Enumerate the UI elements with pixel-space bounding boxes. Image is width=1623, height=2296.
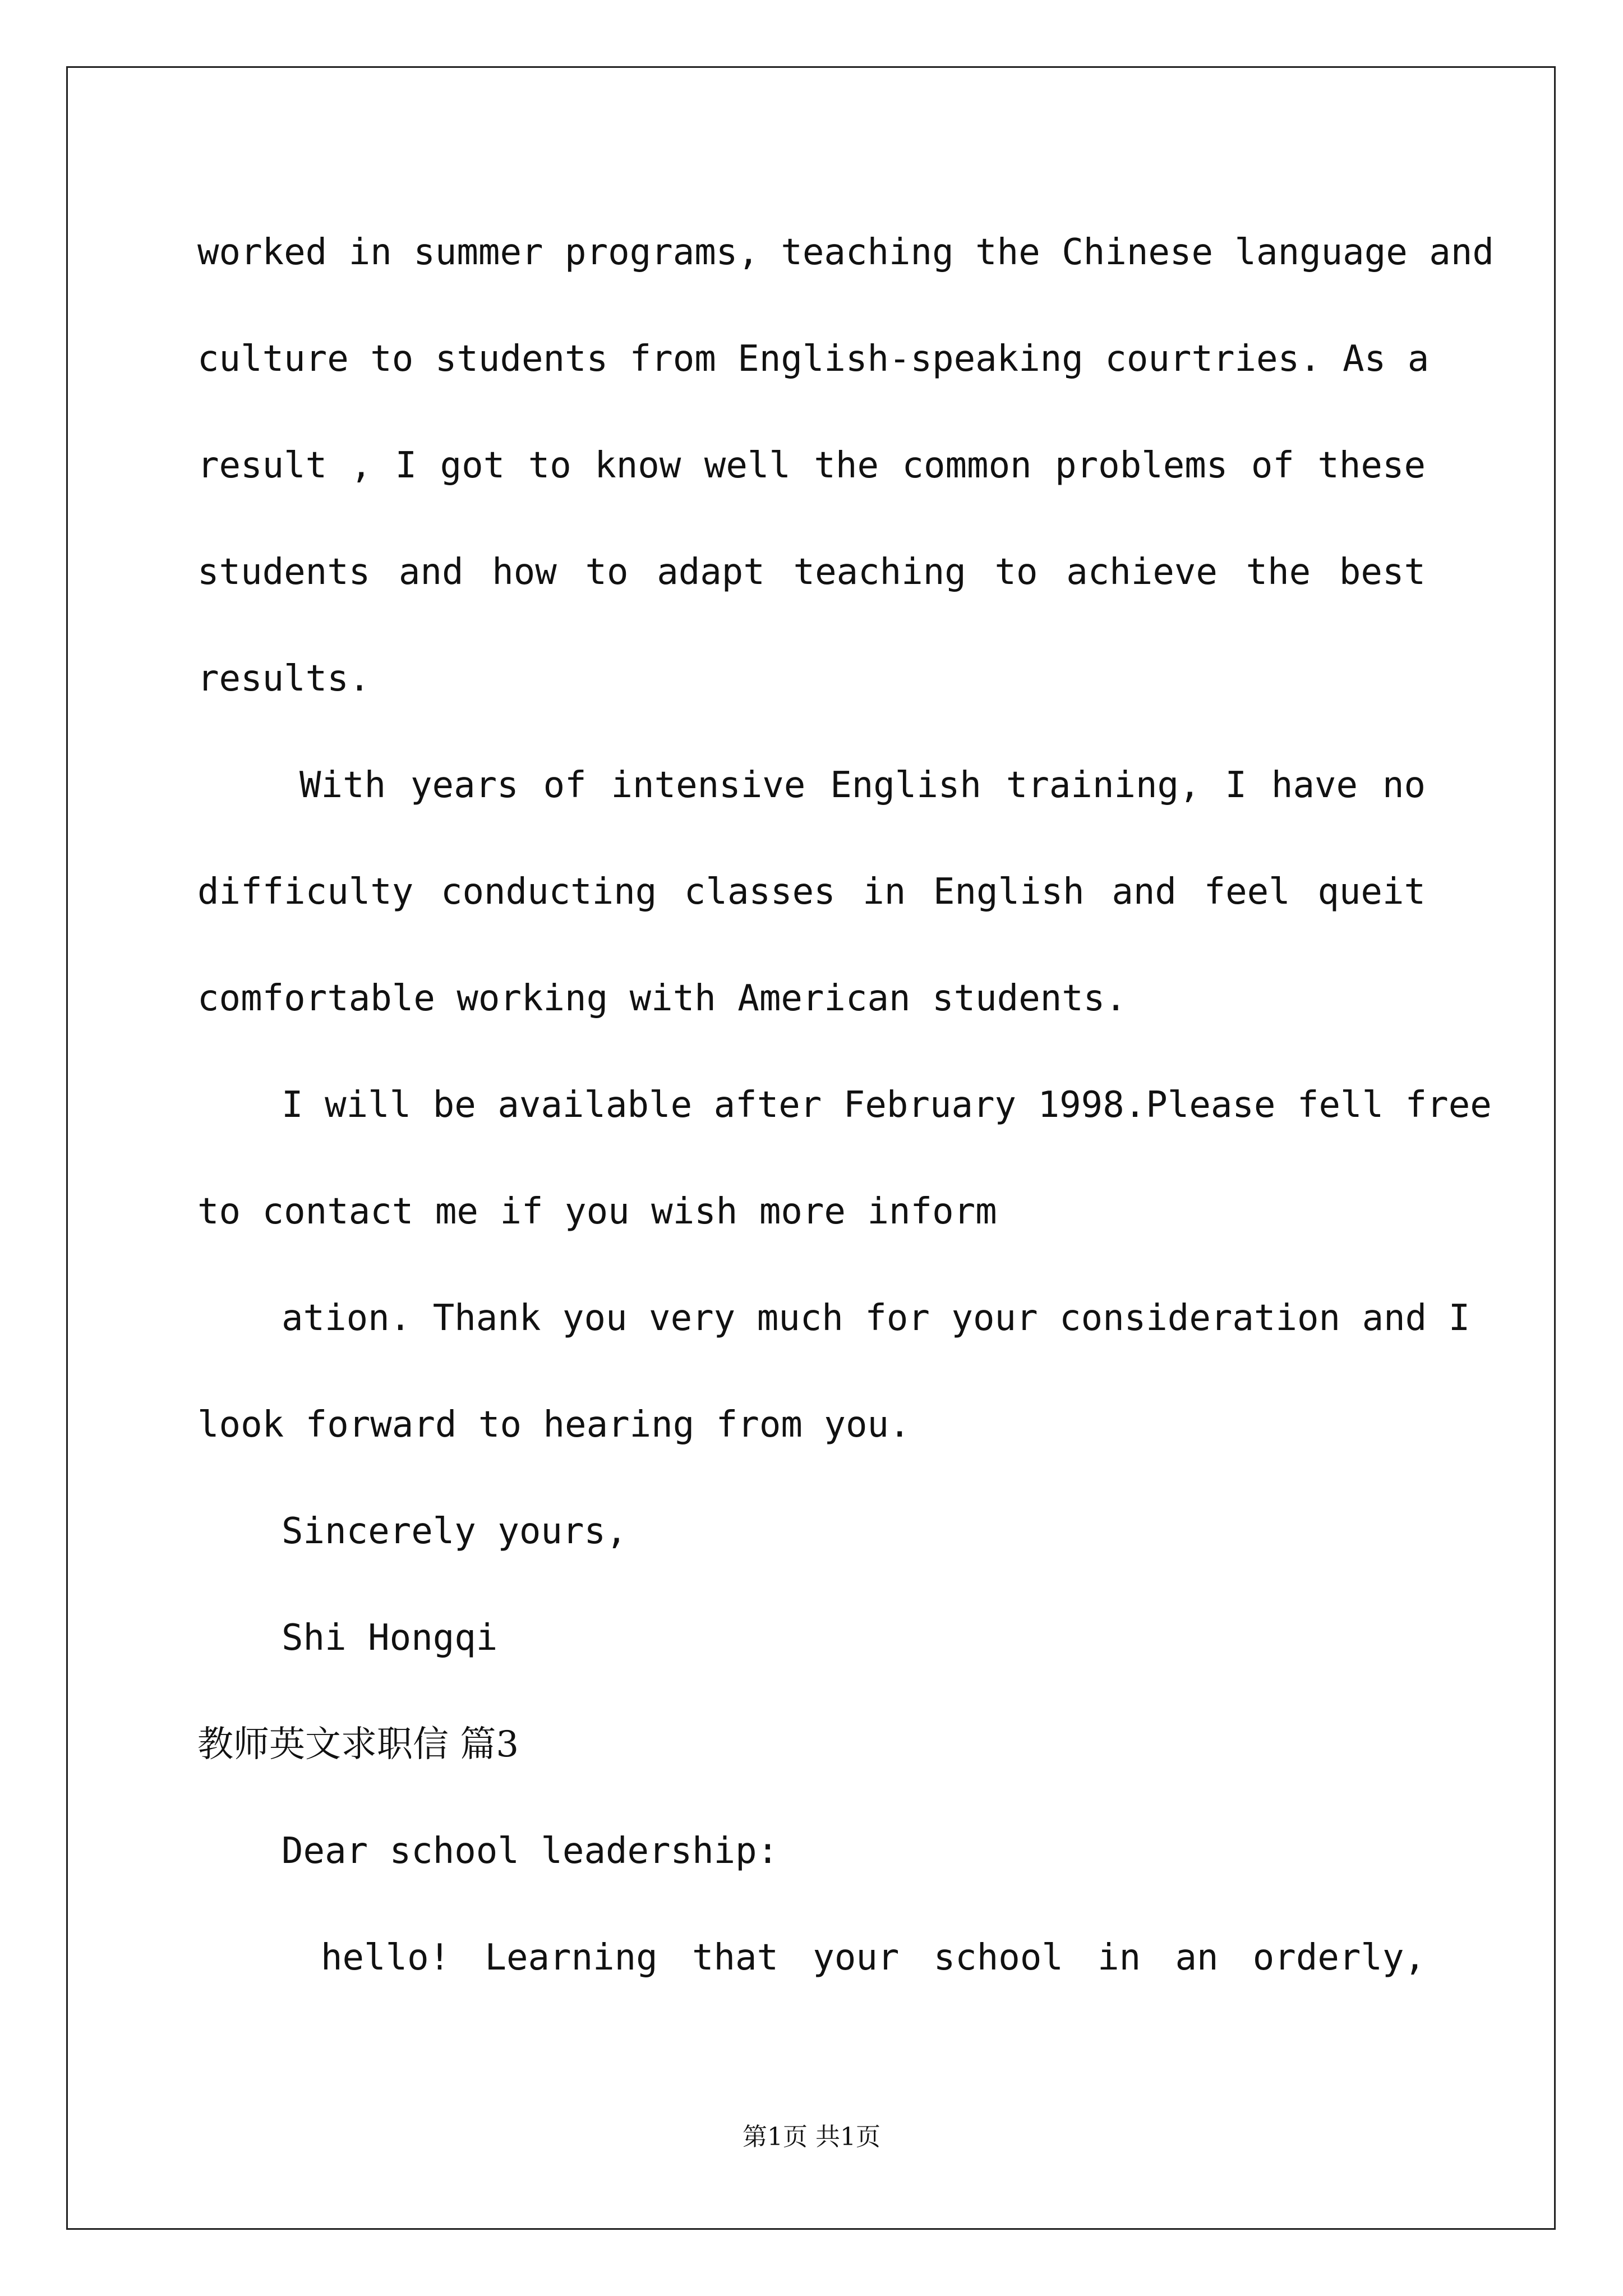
- text-line-2: culture to students from English-speaking courtries. As a: [197, 338, 1430, 380]
- salutation-line: Dear school leadership:: [282, 1830, 779, 1872]
- page-footer: 第1页 共1页: [743, 2123, 880, 2151]
- text-line-10: to contact me if you wish more inform: [197, 1191, 997, 1232]
- text-line-6: With years of intensive English training, I have no: [299, 765, 1426, 806]
- text-line-7: difficulty conducting classes in English and feel queit: [197, 871, 1426, 913]
- text-line-17: hello! Learning that your school in an orderly,: [321, 1937, 1426, 1978]
- page-border: [66, 66, 1556, 2230]
- text-line-9: I will be available after February 1998.Please fell free: [282, 1084, 1492, 1126]
- signature-name: Shi Hongqi: [282, 1617, 498, 1659]
- closing-line: Sincerely yours,: [282, 1511, 628, 1552]
- text-line-5: results.: [197, 658, 371, 700]
- text-line-12: look forward to hearing from you.: [197, 1404, 911, 1446]
- section-heading: 教师英文求职信 篇3: [197, 1724, 519, 1765]
- text-line-11: ation. Thank you very much for your consideration and I: [282, 1297, 1470, 1339]
- text-line-8: comfortable working with American students.: [197, 978, 1127, 1019]
- text-line-1: worked in summer programs, teaching the Chinese language and: [197, 232, 1494, 273]
- text-line-4: students and how to adapt teaching to achieve the best: [197, 551, 1426, 593]
- text-line-3: result , I got to know well the common problems of these: [197, 445, 1426, 486]
